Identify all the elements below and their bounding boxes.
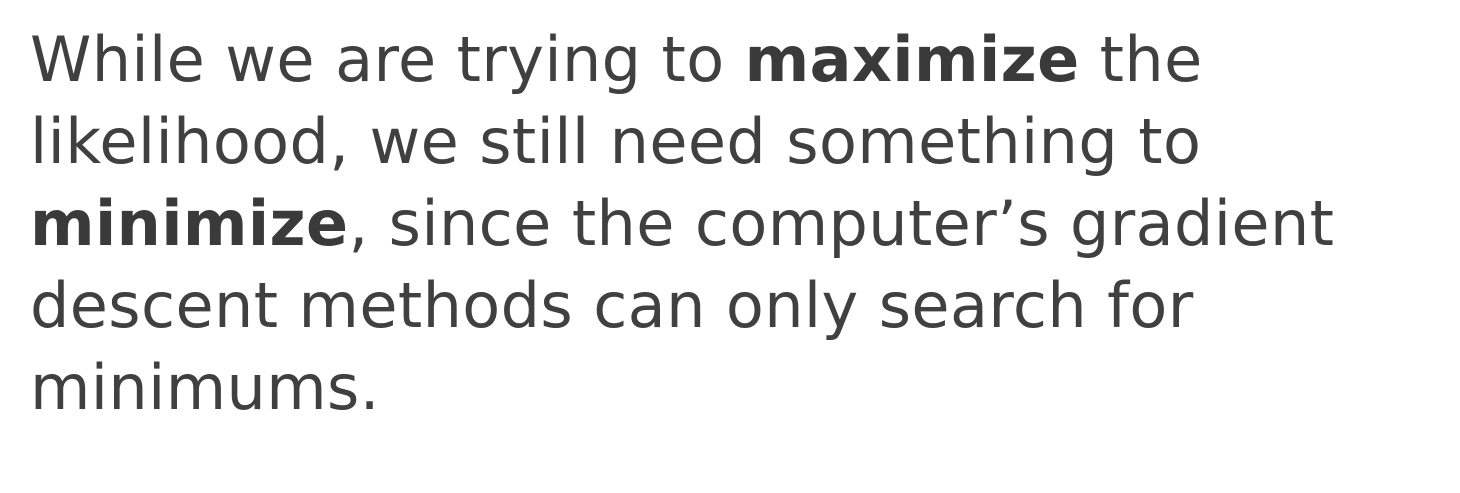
text-slide [30,19,1450,429]
line-3-text-after: , since the computer’s gradient [348,187,1335,260]
emphasis-maximize: maximize [744,23,1080,96]
explanation-paragraph [30,19,1450,429]
emphasis-minimize: minimize [30,187,349,260]
paragraph-line-2: likelihood, we still need something to [30,105,1202,178]
paragraph-line-5: minimums. [30,351,380,424]
paragraph-line-1 [30,19,1450,101]
line-1-text-before: While we are trying to [30,23,745,96]
line-1-text-after: the [1079,23,1203,96]
paragraph-line-4: descent methods can only search for [30,269,1194,342]
paragraph-line-3 [30,183,1450,265]
